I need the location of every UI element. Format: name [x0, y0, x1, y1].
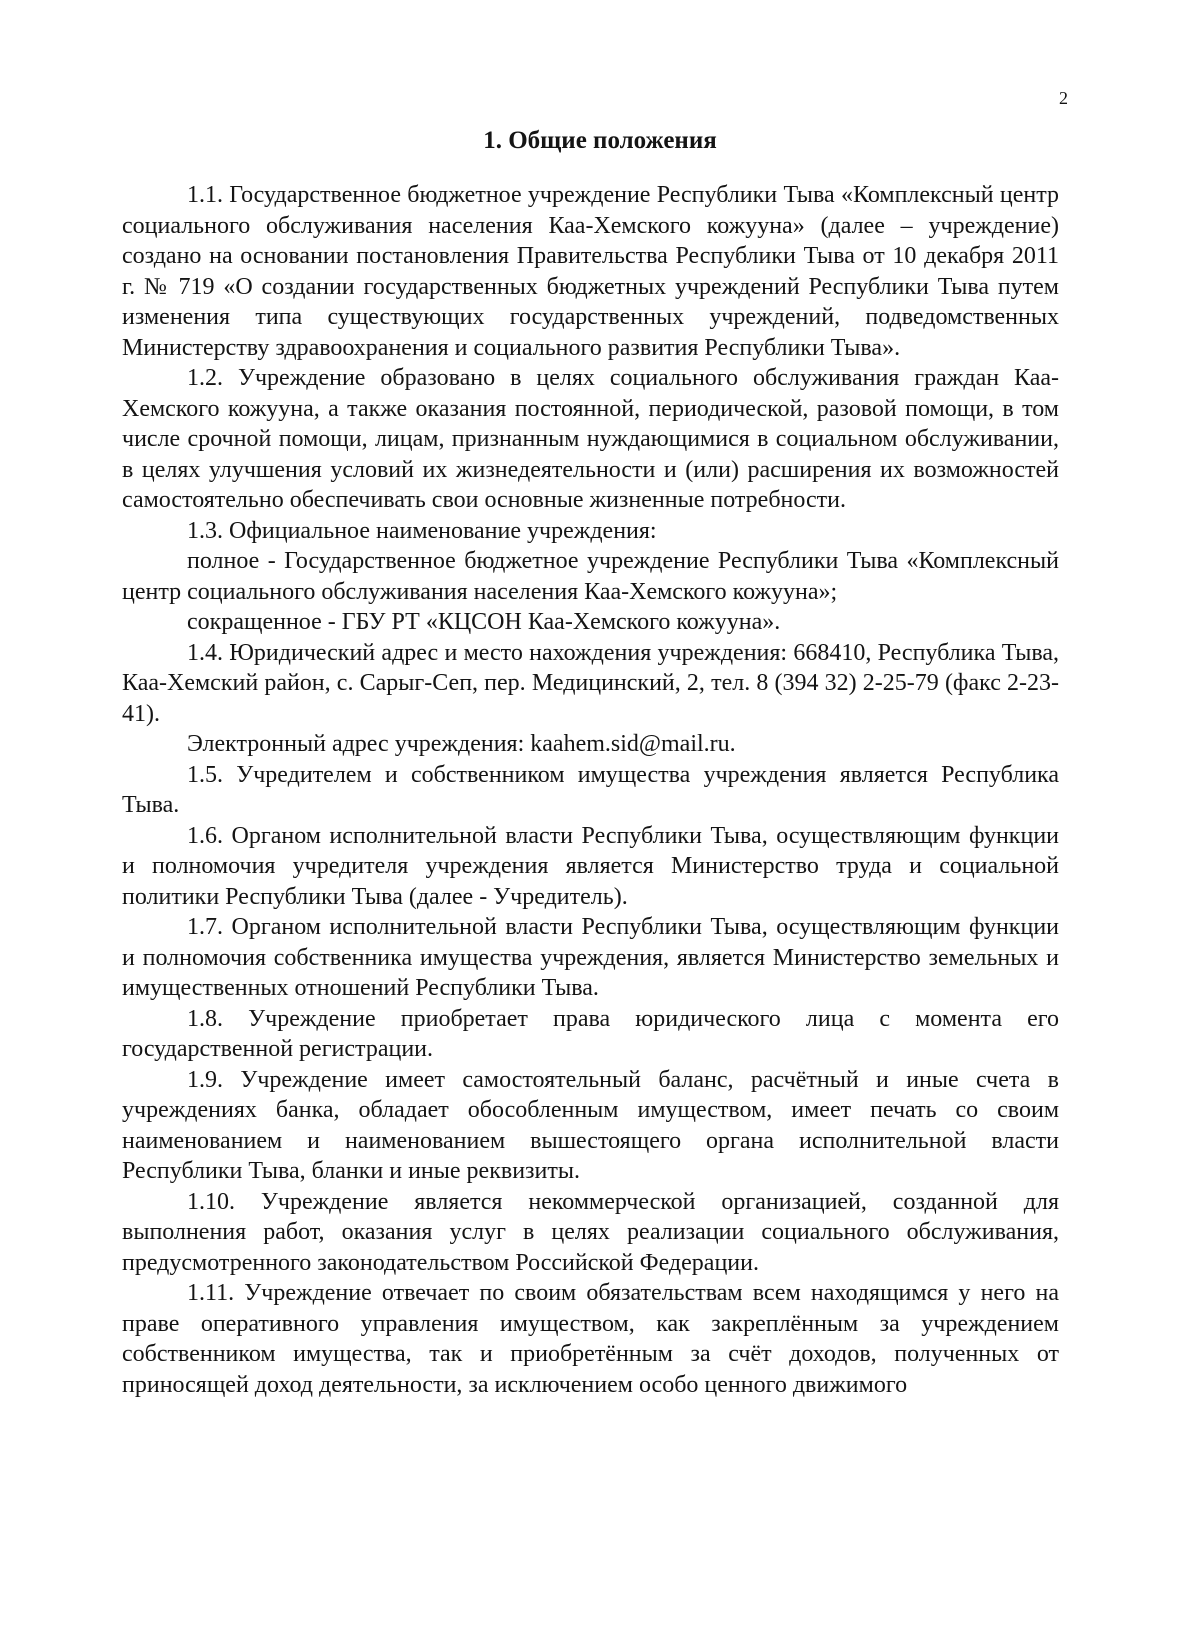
paragraph-1-10: 1.10. Учреждение является некоммерческой организацией, созданной для выполнения работ, оказания услуг в целях реализации социального обслуживания, предусмотренного законодательством Российской Федерации.	[122, 1188, 1059, 1276]
page-number: 2	[1059, 88, 1068, 108]
paragraph-1-3: 1.3. Официальное наименование учреждения:	[187, 517, 657, 544]
paragraph-1-1: 1.1. Государственное бюджетное учреждение Республики Тыва «Комплексный центр социального обслуживания населения Каа-Хемского кожууна» (далее – учреждение) создано на основании постановления Правительства Республики Тыва от 10 декабря 2011 г. № 719 «О создании государственных бюджетных учреждений Республики Тыва путем изменения типа существующих государственных учреждений, подведомственных Министерству здравоохранения и социального развития Республики Тыва».	[122, 182, 1059, 361]
paragraph-1-11: 1.11. Учреждение отвечает по своим обязательствам всем находящимся у него на праве оперативного управления имуществом, как закреплённым за учреждением собственником имущества, так и приобретённым за счёт доходов, полученных от приносящей доход деятельности, за исключением особо ценного движимого	[122, 1280, 1059, 1398]
paragraph-1-6: 1.6. Органом исполнительной власти Республики Тыва, осуществляющим функции и полномочия учредителя учреждения является Министерство труда и социальной политики Республики Тыва (далее - Учредитель).	[122, 822, 1059, 910]
document-body	[122, 180, 1059, 1400]
paragraph-1-8: 1.8. Учреждение приобретает права юридического лица с момента его государственной регистрации.	[122, 1005, 1059, 1062]
paragraph-1-3-short-name: сокращенное - ГБУ РТ «КЦСОН Каа-Хемского кожууна».	[187, 609, 781, 635]
paragraph-1-7: 1.7. Органом исполнительной власти Республики Тыва, осуществляющим функции и полномочия собственника имущества учреждения, является Министерство земельных и имущественных отношений Республики Тыва.	[122, 914, 1059, 1001]
paragraph-1-9: 1.9. Учреждение имеет самостоятельный баланс, расчётный и иные счета в учреждениях банка, обладает обособленным имуществом, имеет печать со своим наименованием и наименованием вышестоящего органа исполнительной власти Республики Тыва, бланки и иные реквизиты.	[122, 1066, 1059, 1184]
paragraph-1-4: 1.4. Юридический адрес и место нахождения учреждения: 668410, Республика Тыва, Каа-Хемский район, с. Сарыг-Сеп, пер. Медицинский, 2, тел. 8 (394 32) 2-25-79 (факс 2-23-41).	[122, 639, 1059, 727]
paragraph-1-5: 1.5. Учредителем и собственником имущества учреждения является Республика Тыва.	[122, 761, 1059, 818]
paragraph-1-4-email: Электронный адрес учреждения: kaahem.sid@mail.ru.	[187, 731, 736, 757]
section-title: 1. Общие положения	[483, 127, 717, 154]
paragraph-1-2: 1.2. Учреждение образовано в целях социального обслуживания граждан Каа-Хемского кожууна, а также оказания постоянной, периодической, разовой помощи, в том числе срочной помощи, лицам, признанным нуждающимися в социальном обслуживании, в целях улучшения условий их жизнедеятельности и (или) расширения их возможностей самостоятельно обеспечивать свои основные жизненные потребности.	[122, 365, 1059, 513]
paragraph-1-3-full-name: полное - Государственное бюджетное учреждение Республики Тыва «Комплексный центр социального обслуживания населения Каа-Хемского кожууна»;	[122, 548, 1059, 605]
